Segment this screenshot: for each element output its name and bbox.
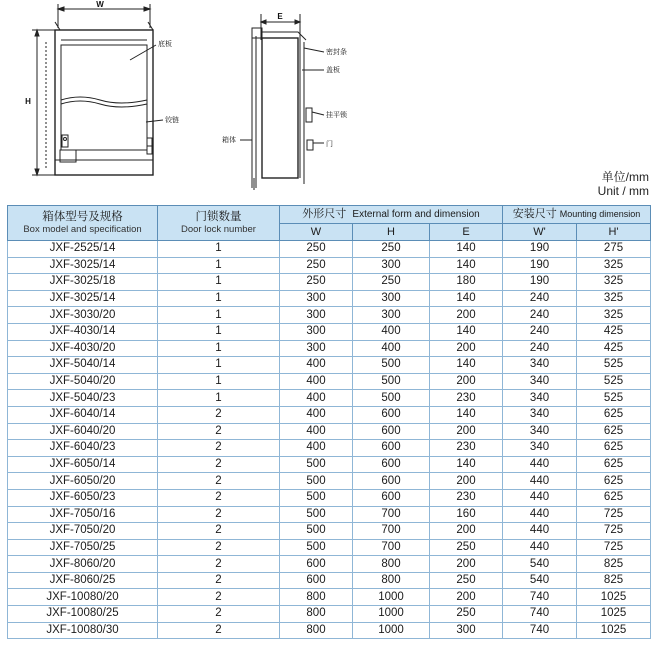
cell-model: JXF-6050/20 <box>8 473 158 490</box>
cell-e: 250 <box>430 539 503 556</box>
cell-h: 600 <box>353 489 430 506</box>
cell-e: 180 <box>430 274 503 291</box>
cell-e: 140 <box>430 456 503 473</box>
cell-h-prime: 625 <box>577 473 651 490</box>
header-e: E <box>430 224 503 241</box>
cell-h-prime: 625 <box>577 440 651 457</box>
table-row <box>8 572 651 589</box>
cell-w-prime: 240 <box>503 307 577 324</box>
cell-model: JXF-6050/14 <box>8 456 158 473</box>
cell-h: 500 <box>353 373 430 390</box>
table-row <box>8 473 651 490</box>
cell-e: 200 <box>430 307 503 324</box>
header-mounting <box>503 206 651 224</box>
cell-h: 250 <box>353 274 430 291</box>
table-row <box>8 489 651 506</box>
cell-w: 300 <box>280 307 353 324</box>
table-row <box>8 406 651 423</box>
cell-e: 230 <box>430 440 503 457</box>
cell-model: JXF-4030/14 <box>8 323 158 340</box>
table-row <box>8 257 651 274</box>
cell-w-prime: 540 <box>503 572 577 589</box>
cell-h-prime: 625 <box>577 423 651 440</box>
cell-h-prime: 825 <box>577 572 651 589</box>
cell-w-prime: 440 <box>503 489 577 506</box>
cell-w-prime: 440 <box>503 539 577 556</box>
table-row <box>8 423 651 440</box>
cell-locks: 2 <box>158 406 280 423</box>
cell-h-prime: 325 <box>577 290 651 307</box>
cell-w-prime: 190 <box>503 257 577 274</box>
cell-locks: 2 <box>158 589 280 606</box>
cell-h: 800 <box>353 556 430 573</box>
cell-w-prime: 440 <box>503 506 577 523</box>
cell-model: JXF-5040/23 <box>8 390 158 407</box>
cell-w-prime: 340 <box>503 373 577 390</box>
table-row <box>8 373 651 390</box>
cell-w-prime: 740 <box>503 606 577 623</box>
cell-locks: 2 <box>158 556 280 573</box>
cell-w: 250 <box>280 274 353 291</box>
cell-locks: 2 <box>158 456 280 473</box>
cell-locks: 1 <box>158 357 280 374</box>
cell-h: 1000 <box>353 606 430 623</box>
cell-model: JXF-7050/16 <box>8 506 158 523</box>
cell-model: JXF-8060/20 <box>8 556 158 573</box>
side-view-drawing <box>240 14 324 190</box>
cell-locks: 2 <box>158 423 280 440</box>
cell-w: 800 <box>280 606 353 623</box>
cell-h-prime: 725 <box>577 539 651 556</box>
callout-box-body: 箱体 <box>222 136 236 144</box>
cell-locks: 1 <box>158 307 280 324</box>
table-row <box>8 523 651 540</box>
header-w: W <box>280 224 353 241</box>
cell-w: 800 <box>280 622 353 639</box>
cell-h: 600 <box>353 423 430 440</box>
table-row <box>8 241 651 258</box>
table-row <box>8 556 651 573</box>
cell-h-prime: 725 <box>577 523 651 540</box>
cell-model: JXF-3025/14 <box>8 290 158 307</box>
cell-e: 200 <box>430 523 503 540</box>
cell-w: 500 <box>280 489 353 506</box>
callout-flat-lock: 挂平锁 <box>326 111 347 119</box>
cell-e: 230 <box>430 489 503 506</box>
cell-h-prime: 1025 <box>577 606 651 623</box>
cell-h-prime: 425 <box>577 323 651 340</box>
cell-w: 600 <box>280 572 353 589</box>
cell-h: 1000 <box>353 589 430 606</box>
cell-model: JXF-3025/18 <box>8 274 158 291</box>
cell-model: JXF-7050/20 <box>8 523 158 540</box>
cell-e: 230 <box>430 390 503 407</box>
header-external-en: External form and dimension <box>352 209 480 220</box>
cell-model: JXF-10080/20 <box>8 589 158 606</box>
cell-e: 200 <box>430 340 503 357</box>
cell-h: 600 <box>353 456 430 473</box>
cell-w: 400 <box>280 406 353 423</box>
cell-h: 400 <box>353 323 430 340</box>
cell-model: JXF-7050/25 <box>8 539 158 556</box>
side-depth-label: E <box>277 12 283 21</box>
cell-w: 400 <box>280 440 353 457</box>
cell-e: 300 <box>430 622 503 639</box>
table-row <box>8 506 651 523</box>
cell-h-prime: 1025 <box>577 622 651 639</box>
table-row <box>8 440 651 457</box>
table-row <box>8 290 651 307</box>
cell-w-prime: 340 <box>503 390 577 407</box>
cell-h-prime: 525 <box>577 357 651 374</box>
table-row <box>8 307 651 324</box>
table-row <box>8 340 651 357</box>
cell-w-prime: 340 <box>503 357 577 374</box>
header-locks-cn: 门锁数量 <box>195 211 242 223</box>
cell-model: JXF-3030/20 <box>8 307 158 324</box>
cell-locks: 1 <box>158 390 280 407</box>
cell-locks: 2 <box>158 539 280 556</box>
cell-h: 400 <box>353 340 430 357</box>
cell-h-prime: 525 <box>577 390 651 407</box>
front-width-label: W <box>96 0 104 9</box>
cell-locks: 1 <box>158 373 280 390</box>
cell-w-prime: 440 <box>503 473 577 490</box>
cell-locks: 2 <box>158 473 280 490</box>
cell-model: JXF-5040/20 <box>8 373 158 390</box>
unit-label <box>598 170 649 198</box>
cell-model: JXF-6040/20 <box>8 423 158 440</box>
cell-w: 300 <box>280 340 353 357</box>
cell-w-prime: 240 <box>503 340 577 357</box>
header-w-prime: W' <box>503 224 577 241</box>
cell-w-prime: 340 <box>503 423 577 440</box>
cell-e: 140 <box>430 290 503 307</box>
cell-model: JXF-10080/25 <box>8 606 158 623</box>
cell-e: 200 <box>430 423 503 440</box>
cell-w-prime: 340 <box>503 440 577 457</box>
header-external <box>280 206 503 224</box>
cell-h: 500 <box>353 357 430 374</box>
cell-w: 250 <box>280 241 353 258</box>
header-locks <box>158 206 280 241</box>
cell-e: 140 <box>430 357 503 374</box>
cell-h: 600 <box>353 406 430 423</box>
header-mounting-cn: 安装尺寸 <box>512 208 557 220</box>
header-model <box>8 206 158 241</box>
cell-h: 500 <box>353 390 430 407</box>
cell-e: 140 <box>430 406 503 423</box>
cell-model: JXF-8060/25 <box>8 572 158 589</box>
callout-door: 门 <box>326 140 333 148</box>
cell-e: 140 <box>430 257 503 274</box>
table-row <box>8 589 651 606</box>
cell-h-prime: 425 <box>577 340 651 357</box>
callout-base-plate: 底板 <box>158 40 172 48</box>
cell-h: 1000 <box>353 622 430 639</box>
cell-model: JXF-4030/20 <box>8 340 158 357</box>
cell-h: 700 <box>353 523 430 540</box>
cell-h-prime: 525 <box>577 373 651 390</box>
front-view-drawing <box>32 4 163 175</box>
cell-w: 300 <box>280 290 353 307</box>
unit-label-en: Unit / mm <box>597 184 649 198</box>
cell-w: 400 <box>280 423 353 440</box>
cell-w-prime: 740 <box>503 589 577 606</box>
cell-h: 600 <box>353 473 430 490</box>
table-row <box>8 323 651 340</box>
cell-locks: 1 <box>158 257 280 274</box>
table-row <box>8 274 651 291</box>
cell-w: 250 <box>280 257 353 274</box>
header-model-en: Box model and specification <box>23 224 142 235</box>
cell-locks: 1 <box>158 274 280 291</box>
cell-w: 300 <box>280 323 353 340</box>
cell-w-prime: 440 <box>503 523 577 540</box>
technical-drawing <box>0 0 657 200</box>
specification-table <box>7 205 651 639</box>
cell-w-prime: 740 <box>503 622 577 639</box>
cell-h-prime: 725 <box>577 506 651 523</box>
cell-w-prime: 190 <box>503 241 577 258</box>
cell-w: 800 <box>280 589 353 606</box>
cell-model: JXF-6050/23 <box>8 489 158 506</box>
cell-locks: 2 <box>158 489 280 506</box>
cell-locks: 2 <box>158 506 280 523</box>
header-locks-en: Door lock number <box>181 224 256 235</box>
cell-h-prime: 275 <box>577 241 651 258</box>
cell-h: 300 <box>353 257 430 274</box>
cell-w-prime: 240 <box>503 323 577 340</box>
cell-h: 250 <box>353 241 430 258</box>
callout-seal-strip: 密封条 <box>326 48 347 56</box>
cell-locks: 1 <box>158 323 280 340</box>
cell-h: 600 <box>353 440 430 457</box>
cell-h-prime: 625 <box>577 456 651 473</box>
cell-locks: 1 <box>158 290 280 307</box>
table-row <box>8 606 651 623</box>
cell-model: JXF-10080/30 <box>8 622 158 639</box>
cell-model: JXF-5040/14 <box>8 357 158 374</box>
unit-label-cn: 单位/mm <box>601 170 649 184</box>
cell-h-prime: 625 <box>577 406 651 423</box>
cell-w: 600 <box>280 556 353 573</box>
cell-w-prime: 540 <box>503 556 577 573</box>
callout-hinge: 铰链 <box>165 116 179 124</box>
cell-w: 500 <box>280 539 353 556</box>
cell-model: JXF-6040/23 <box>8 440 158 457</box>
cell-e: 140 <box>430 241 503 258</box>
header-mounting-en: Mounting dimension <box>559 209 641 219</box>
cell-model: JXF-6040/14 <box>8 406 158 423</box>
cell-w: 400 <box>280 357 353 374</box>
cell-w: 500 <box>280 456 353 473</box>
table-body <box>8 241 651 639</box>
cell-locks: 2 <box>158 572 280 589</box>
cell-w-prime: 440 <box>503 456 577 473</box>
cell-e: 160 <box>430 506 503 523</box>
header-external-cn: 外形尺寸 <box>302 208 347 220</box>
cell-e: 200 <box>430 373 503 390</box>
cell-locks: 2 <box>158 606 280 623</box>
cell-w: 500 <box>280 473 353 490</box>
header-model-cn: 箱体型号及规格 <box>42 211 123 223</box>
table-row <box>8 456 651 473</box>
cell-w: 400 <box>280 390 353 407</box>
table-row <box>8 539 651 556</box>
cell-model: JXF-2525/14 <box>8 241 158 258</box>
header-h: H <box>353 224 430 241</box>
cell-h-prime: 825 <box>577 556 651 573</box>
cell-locks: 2 <box>158 440 280 457</box>
cell-e: 200 <box>430 556 503 573</box>
cell-locks: 1 <box>158 340 280 357</box>
cell-h: 800 <box>353 572 430 589</box>
cell-model: JXF-3025/14 <box>8 257 158 274</box>
cell-e: 200 <box>430 589 503 606</box>
cell-e: 250 <box>430 606 503 623</box>
cell-e: 250 <box>430 572 503 589</box>
table-row <box>8 622 651 639</box>
cell-e: 200 <box>430 473 503 490</box>
cell-locks: 2 <box>158 523 280 540</box>
cell-w-prime: 340 <box>503 406 577 423</box>
header-h-prime: H' <box>577 224 651 241</box>
cell-h-prime: 625 <box>577 489 651 506</box>
table-header <box>8 206 651 241</box>
callout-cover-plate: 盖板 <box>326 66 340 74</box>
cell-e: 140 <box>430 323 503 340</box>
cell-h: 700 <box>353 506 430 523</box>
cell-w: 500 <box>280 523 353 540</box>
cell-h-prime: 325 <box>577 257 651 274</box>
cell-h-prime: 1025 <box>577 589 651 606</box>
cell-w: 500 <box>280 506 353 523</box>
table-row <box>8 357 651 374</box>
cell-locks: 2 <box>158 622 280 639</box>
table-row <box>8 390 651 407</box>
cell-w: 400 <box>280 373 353 390</box>
cell-h: 300 <box>353 307 430 324</box>
cell-h: 300 <box>353 290 430 307</box>
cell-h-prime: 325 <box>577 274 651 291</box>
cell-w-prime: 190 <box>503 274 577 291</box>
front-height-label: H <box>25 97 31 106</box>
cell-h: 700 <box>353 539 430 556</box>
cell-locks: 1 <box>158 241 280 258</box>
cell-h-prime: 325 <box>577 307 651 324</box>
cell-w-prime: 240 <box>503 290 577 307</box>
